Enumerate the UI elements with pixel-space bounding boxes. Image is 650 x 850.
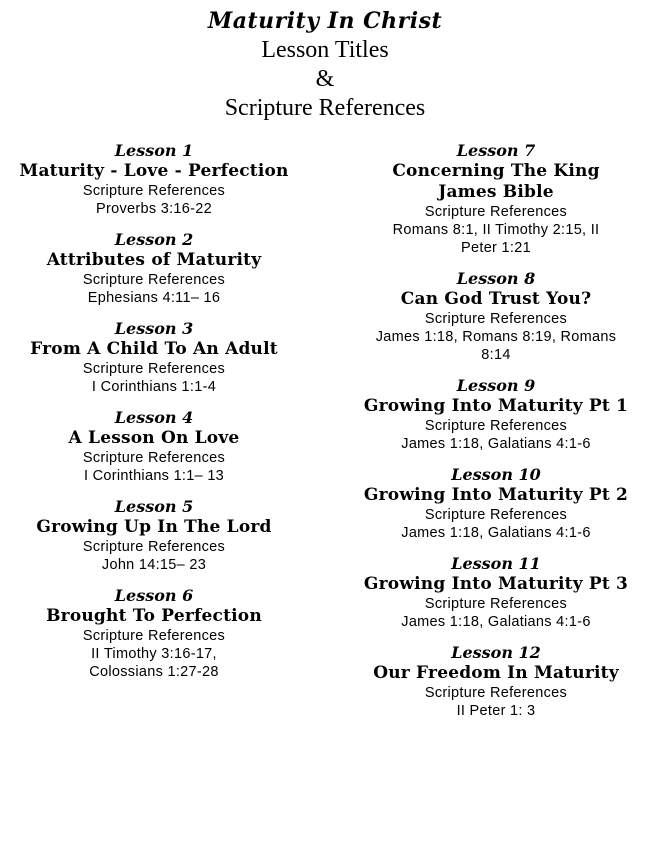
lesson-block xyxy=(342,268,650,364)
scripture-reference: Colossians 1:27-28 xyxy=(89,664,219,680)
scripture-references-label: Scripture References xyxy=(82,450,226,466)
scripture-reference: Ephesians 4:11– 16 xyxy=(87,290,221,306)
document-header xyxy=(0,6,650,123)
scripture-reference: 8:14 xyxy=(481,347,511,363)
scripture-reference: II Peter 1: 3 xyxy=(456,703,536,719)
lesson-title: Concerning The King xyxy=(392,161,600,181)
lesson-number: Lesson 8 xyxy=(456,269,536,288)
lesson-title: Growing Into Maturity Pt 3 xyxy=(363,574,629,594)
lesson-block xyxy=(342,140,650,257)
lesson-title: Growing Up In The Lord xyxy=(36,517,272,537)
scripture-reference: James 1:18, Galatians 4:1-6 xyxy=(401,614,591,630)
lesson-column-right xyxy=(342,140,650,731)
lesson-title: Growing Into Maturity Pt 2 xyxy=(363,485,629,505)
scripture-reference: Romans 8:1, II Timothy 2:15, II xyxy=(392,222,600,238)
scripture-references-label: Scripture References xyxy=(82,539,226,555)
lesson-number: Lesson 9 xyxy=(456,376,536,395)
scripture-reference: Proverbs 3:16-22 xyxy=(95,201,213,217)
scripture-reference: I Corinthians 1:1-4 xyxy=(91,379,217,395)
scripture-reference: I Corinthians 1:1– 13 xyxy=(83,468,225,484)
lesson-number: Lesson 11 xyxy=(451,554,541,573)
document-title: Maturity In Christ xyxy=(207,8,443,34)
lesson-number: Lesson 10 xyxy=(451,465,541,484)
lesson-block xyxy=(0,496,308,574)
scripture-references-label: Scripture References xyxy=(424,311,568,327)
lesson-block xyxy=(0,140,308,218)
lesson-block xyxy=(342,464,650,542)
scripture-references-label: Scripture References xyxy=(82,272,226,288)
lesson-title: Brought To Perfection xyxy=(46,606,262,626)
lesson-block xyxy=(0,585,308,681)
lesson-block xyxy=(0,318,308,396)
lesson-block xyxy=(0,407,308,485)
lesson-column-left xyxy=(0,140,308,692)
scripture-reference: II Timothy 3:16-17, xyxy=(91,646,217,662)
lesson-title: Attributes of Maturity xyxy=(46,250,262,270)
lesson-number: Lesson 7 xyxy=(456,141,536,160)
lesson-number: Lesson 2 xyxy=(114,230,194,249)
lesson-title: Growing Into Maturity Pt 1 xyxy=(363,396,629,416)
scripture-references-label: Scripture References xyxy=(424,418,568,434)
subtitle-ampersand: & xyxy=(315,66,335,92)
subtitle-scripture-references: Scripture References xyxy=(224,95,426,121)
lesson-title: A Lesson On Love xyxy=(68,428,240,448)
lesson-title: Our Freedom In Maturity xyxy=(373,663,619,683)
lesson-title: From A Child To An Adult xyxy=(30,339,278,359)
scripture-reference: John 14:15– 23 xyxy=(101,557,207,573)
lesson-number: Lesson 12 xyxy=(451,643,541,662)
subtitle-lesson-titles: Lesson Titles xyxy=(261,37,389,63)
scripture-references-label: Scripture References xyxy=(82,183,226,199)
lesson-number: Lesson 6 xyxy=(114,586,194,605)
scripture-reference: James 1:18, Galatians 4:1-6 xyxy=(401,436,591,452)
lesson-number: Lesson 1 xyxy=(114,141,194,160)
lesson-block xyxy=(0,229,308,307)
scripture-references-label: Scripture References xyxy=(82,361,226,377)
scripture-references-label: Scripture References xyxy=(424,685,568,701)
lesson-title: James Bible xyxy=(438,182,554,202)
scripture-reference: James 1:18, Galatians 4:1-6 xyxy=(401,525,591,541)
lesson-block xyxy=(342,642,650,720)
scripture-reference: James 1:18, Romans 8:19, Romans xyxy=(375,329,617,345)
lesson-number: Lesson 4 xyxy=(114,408,194,427)
lesson-number: Lesson 5 xyxy=(114,497,194,516)
scripture-references-label: Scripture References xyxy=(424,204,568,220)
lesson-block xyxy=(342,375,650,453)
scripture-reference: Peter 1:21 xyxy=(461,240,531,256)
scripture-references-label: Scripture References xyxy=(424,507,568,523)
lesson-block xyxy=(342,553,650,631)
lesson-number: Lesson 3 xyxy=(114,319,194,338)
scripture-references-label: Scripture References xyxy=(82,628,226,644)
lesson-title: Can God Trust You? xyxy=(400,289,592,309)
lesson-title: Maturity - Love - Perfection xyxy=(19,161,289,181)
scripture-references-label: Scripture References xyxy=(424,596,568,612)
